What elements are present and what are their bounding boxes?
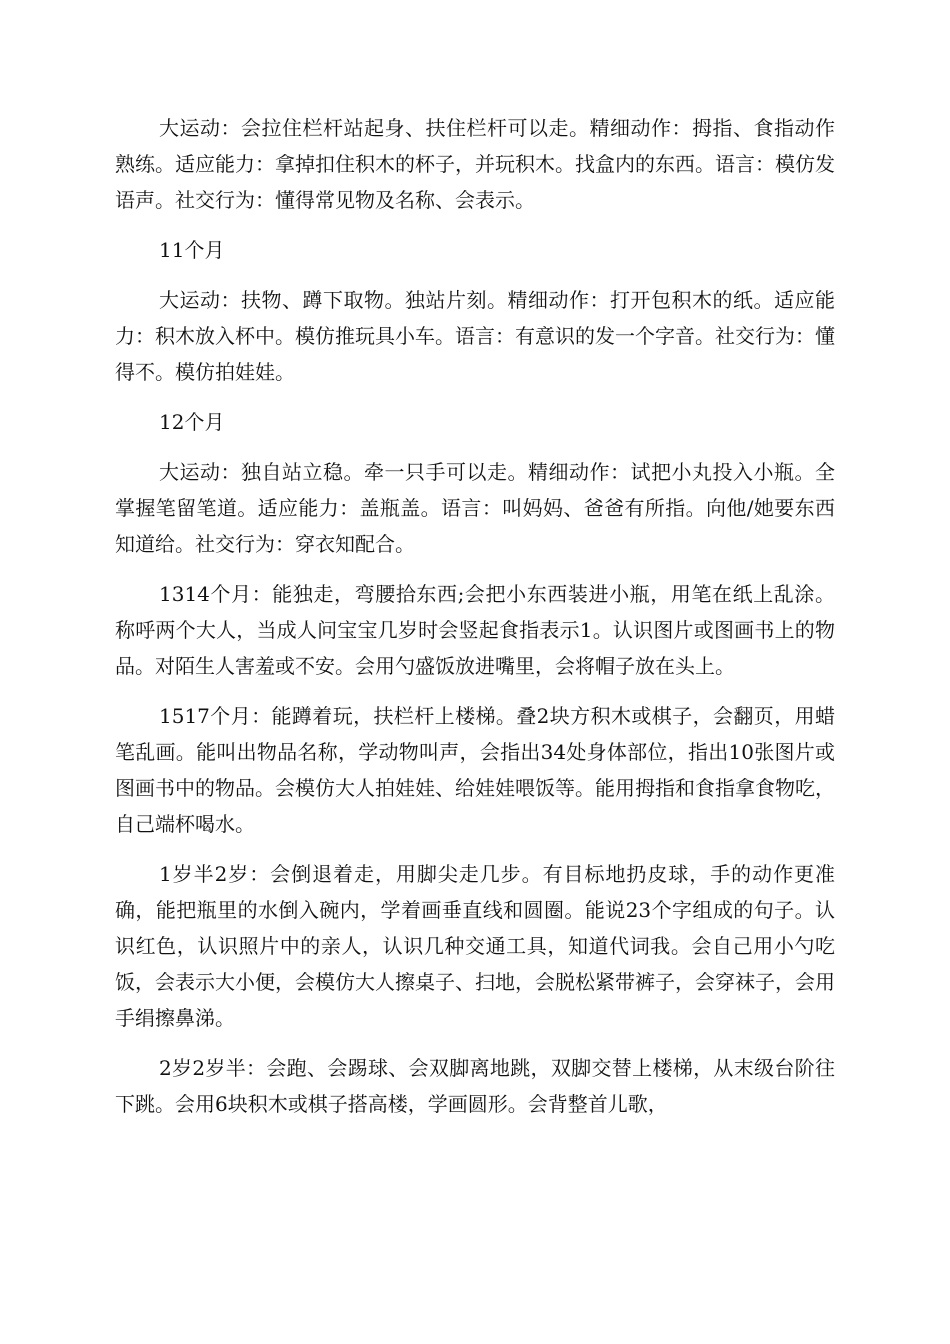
paragraph-11-months: 大运动：扶物、蹲下取物。独站片刻。精细动作：打开包积木的纸。适应能力：积木放入杯中。模仿推玩具小车。语言：有意识的发一个字音。社交行为：懂得不。模仿拍娃娃。 <box>115 288 835 384</box>
paragraph-10-months: 大运动：会拉住栏杆站起身、扶住栏杆可以走。精细动作：拇指、食指动作熟练。适应能力：拿掉扣住积木的杯子，并玩积木。找盒内的东西。语言：模仿发语声。社交行为：懂得常见物及名称、会表示。 <box>115 116 835 212</box>
paragraph-24-30-months: 2岁2岁半：会跑、会踢球、会双脚离地跳，双脚交替上楼梯，从末级台阶往下跳。会用6块积木或棋子搭高楼，学画圆形。会背整首儿歌， <box>115 1056 835 1116</box>
paragraph-12-months: 大运动：独自站立稳。牵一只手可以走。精细动作：试把小丸投入小瓶。全掌握笔留笔道。适应能力：盖瓶盖。语言：叫妈妈、爸爸有所指。向他/她要东西知道给。社交行为：穿衣知配合。 <box>115 460 835 556</box>
heading-11-months: 11个月 <box>159 238 225 262</box>
document-body <box>115 110 835 1136</box>
paragraph-13-14-months: 1314个月：能独走，弯腰拾东西;会把小东西装进小瓶，用笔在纸上乱涂。称呼两个大人，当成人问宝宝几岁时会竖起食指表示1。认识图片或图画书上的物品。对陌生人害羞或不安。会用勺盛饭放进嘴里，会将帽子放在头上。 <box>115 582 835 678</box>
paragraph-15-17-months: 1517个月：能蹲着玩，扶栏杆上楼梯。叠2块方积木或棋子，会翻页，用蜡笔乱画。能叫出物品名称，学动物叫声，会指出34处身体部位，指出10张图片或图画书中的物品。会模仿大人拍娃娃、给娃娃喂饭等。能用拇指和食指拿食物吃，自己端杯喝水。 <box>115 704 835 836</box>
paragraph-18-24-months: 1岁半2岁：会倒退着走，用脚尖走几步。有目标地扔皮球，手的动作更准确，能把瓶里的水倒入碗内，学着画垂直线和圆圈。能说23个字组成的句子。认识红色，认识照片中的亲人，认识几种交通工具，知道代词我。会自己用小勺吃饭，会表示大小便，会模仿大人擦桌子、扫地，会脱松紧带裤子，会穿袜子，会用手绢擦鼻涕。 <box>115 862 835 1030</box>
heading-12-months: 12个月 <box>159 410 225 434</box>
